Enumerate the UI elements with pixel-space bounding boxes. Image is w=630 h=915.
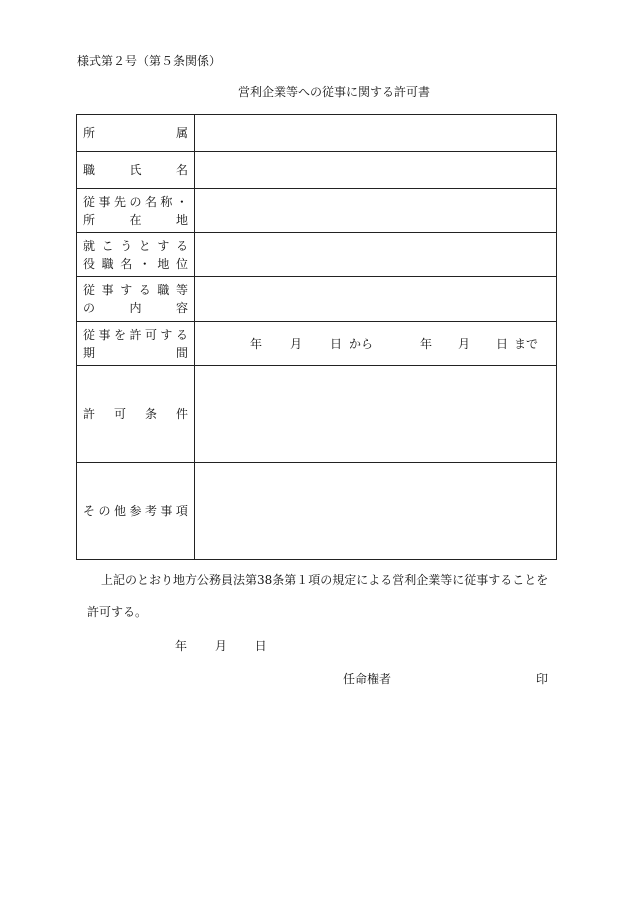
appointing-authority-label: 任命権者 <box>343 672 392 686</box>
label-char: の <box>98 504 111 518</box>
label-char: 所 <box>83 212 96 227</box>
issue-date-year: 年 <box>175 639 188 653</box>
statement-line-1: 上記のとおり地方公務員法第38条第１項の規定による営利企業等に従事することを <box>101 573 549 587</box>
period-month-start: 月 <box>290 337 303 351</box>
label-line <box>77 344 194 362</box>
label-char: こ <box>101 238 114 253</box>
period-day-start: 日 <box>330 337 343 351</box>
label-title-name <box>77 152 195 189</box>
label-char: す <box>157 238 170 253</box>
label-char: の <box>129 194 142 209</box>
period-text <box>195 335 556 352</box>
label-char: 先 <box>113 194 126 209</box>
form-row-affiliation <box>77 115 557 152</box>
label-char: 許 <box>83 407 96 421</box>
label-char: る <box>175 238 188 253</box>
field-title-name[interactable] <box>195 152 557 189</box>
form-row-duties <box>77 277 557 322</box>
label-char: 等 <box>175 283 188 297</box>
field-duties[interactable] <box>195 277 557 322</box>
label-line <box>77 193 194 211</box>
form-row-conditions <box>77 366 557 463</box>
label-char: 位 <box>175 256 188 271</box>
field-affiliation[interactable] <box>195 115 557 152</box>
issue-date <box>175 637 267 654</box>
label-char: 事 <box>98 327 111 342</box>
issue-date-month: 月 <box>214 639 227 653</box>
label-line <box>77 281 194 299</box>
label-char: 内 <box>129 301 142 315</box>
document-title: 営利企業等への従事に関する許可書 <box>237 85 430 99</box>
label-char: 件 <box>175 407 188 421</box>
field-conditions[interactable] <box>195 366 557 463</box>
label-char: ・ <box>175 194 188 209</box>
label-char: る <box>175 327 188 342</box>
label-char: 条 <box>144 407 157 421</box>
label-char: 職 <box>101 256 114 271</box>
label-char: 参 <box>129 504 142 518</box>
label-char: 期 <box>83 345 96 360</box>
field-position[interactable] <box>195 233 557 277</box>
label-char: 事 <box>160 504 173 518</box>
label-char: 地 <box>157 256 170 271</box>
label-other-notes <box>77 463 195 560</box>
label-char: と <box>138 238 151 253</box>
label-char: 名 <box>144 194 157 209</box>
label-line <box>77 255 194 273</box>
label-char: 職 <box>83 163 96 177</box>
label-char: 従 <box>83 283 96 297</box>
period-until: まで <box>514 337 539 351</box>
label-affiliation <box>77 115 195 152</box>
label-char: 地 <box>175 212 188 227</box>
label-char: 容 <box>175 301 188 315</box>
label-conditions <box>77 366 195 463</box>
label-char: 可 <box>113 407 126 421</box>
label-char: 名 <box>175 163 188 177</box>
form-row-title-name <box>77 152 557 189</box>
label-char: 許 <box>129 327 142 342</box>
label-position <box>77 233 195 277</box>
period-from: から <box>349 337 374 351</box>
issue-date-day: 日 <box>254 639 267 653</box>
period-day-end: 日 <box>496 337 509 351</box>
label-char: 所 <box>83 126 96 140</box>
label-char: 属 <box>175 126 188 140</box>
label-line <box>77 405 194 423</box>
label-char: 在 <box>129 212 142 227</box>
label-char: 間 <box>175 345 188 360</box>
label-char: 事 <box>98 194 111 209</box>
label-char: す <box>160 327 173 342</box>
label-char: 名 <box>120 256 133 271</box>
form-row-position <box>77 233 557 277</box>
label-char: る <box>138 283 151 297</box>
label-line <box>77 326 194 344</box>
label-employer <box>77 189 195 233</box>
label-line <box>77 161 194 179</box>
label-char: 考 <box>144 504 157 518</box>
label-char: 役 <box>83 256 96 271</box>
label-line <box>77 502 194 520</box>
form-row-other-notes <box>77 463 557 560</box>
field-other-notes[interactable] <box>195 463 557 560</box>
label-char: 職 <box>157 283 170 297</box>
label-char: 可 <box>144 327 157 342</box>
label-line <box>77 237 194 255</box>
form-row-employer <box>77 189 557 233</box>
period-year-end: 年 <box>420 337 433 351</box>
label-char: す <box>120 283 133 297</box>
label-char: う <box>120 238 133 253</box>
label-char: 氏 <box>129 163 142 177</box>
label-char: 従 <box>83 327 96 342</box>
label-line <box>77 124 194 142</box>
label-char: 従 <box>83 194 96 209</box>
period-month-end: 月 <box>458 337 471 351</box>
label-char: 他 <box>113 504 126 518</box>
label-char: 項 <box>175 504 188 518</box>
label-char: を <box>113 327 126 342</box>
label-period <box>77 322 195 366</box>
period-year-start: 年 <box>250 337 263 351</box>
label-char: 就 <box>83 238 96 253</box>
statement-line-2: 許可する。 <box>87 605 148 619</box>
seal-mark: 印 <box>536 672 549 686</box>
field-employer[interactable] <box>195 189 557 233</box>
field-period[interactable] <box>195 322 557 366</box>
label-line <box>77 211 194 229</box>
label-line <box>77 299 194 317</box>
label-char: 称 <box>160 194 173 209</box>
permit-form-table <box>76 114 557 560</box>
label-char: そ <box>83 504 96 518</box>
label-char: の <box>83 301 96 315</box>
label-duties <box>77 277 195 322</box>
form-number: 様式第２号（第５条関係） <box>77 54 222 68</box>
form-row-period <box>77 322 557 366</box>
label-char: ・ <box>138 256 151 271</box>
label-char: 事 <box>101 283 114 297</box>
